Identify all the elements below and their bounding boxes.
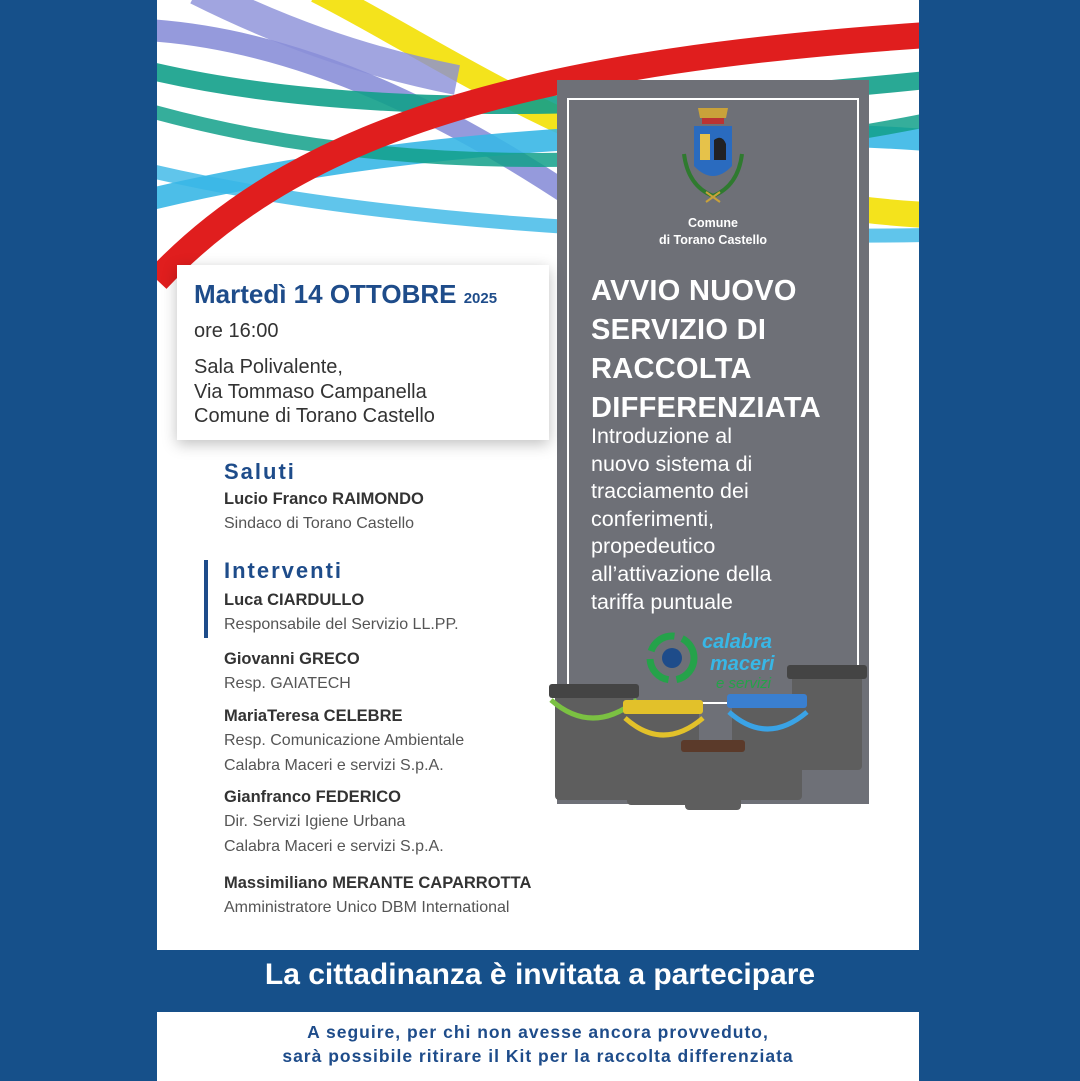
speaker-role: Dir. Servizi Igiene Urbana: [224, 813, 406, 830]
panel-title: [591, 272, 821, 428]
event-date: [194, 279, 497, 310]
footer-line: sarà possibile ritirare il Kit per la raccolta differenziata: [282, 1046, 794, 1066]
event-info-box: [177, 265, 549, 440]
logo-line-2: maceri: [710, 653, 775, 675]
subtitle-line: tariffa puntuale: [591, 589, 733, 614]
event-day: Martedì 14 OTTOBRE: [194, 279, 457, 309]
speaker-ciardullo: [224, 588, 624, 637]
speaker-raimondo: [224, 487, 624, 536]
comune-line-1: Comune: [688, 216, 738, 230]
speaker-role: Calabra Maceri e servizi S.p.A.: [224, 757, 444, 774]
saluti-heading: Saluti: [224, 459, 296, 484]
event-time: ore 16:00: [194, 320, 279, 342]
speaker-celebre: [224, 704, 624, 778]
invitation-banner: La cittadinanza è invitata a partecipare: [264, 958, 816, 991]
comune-line-2: di Torano Castello: [658, 233, 768, 247]
venue-line: Comune di Torano Castello: [194, 405, 435, 427]
footer-notice: [157, 1012, 919, 1081]
logo-line-3: e servizi: [716, 675, 772, 692]
venue-line: Via Tommaso Campanella: [194, 380, 427, 403]
speaker-federico: [224, 785, 624, 859]
subtitle-line: nuovo sistema di: [591, 451, 753, 476]
speaker-role: Resp. Comunicazione Ambientale: [224, 732, 465, 749]
speaker-role: Amministratore Unico DBM International: [224, 899, 510, 916]
municipal-crest-icon: [670, 104, 756, 214]
speaker-greco: [224, 647, 624, 696]
subtitle-line: all’attivazione della: [591, 561, 772, 586]
interventi-heading: Interventi: [224, 558, 344, 583]
speaker-role: Resp. GAIATECH: [224, 675, 351, 692]
event-year: 2025: [463, 290, 498, 307]
title-line: DIFFERENZIATA: [591, 392, 821, 424]
poster-card: [157, 0, 919, 950]
speaker-name: Giovanni GRECO: [224, 650, 360, 668]
title-line: AVVIO NUOVO: [591, 275, 797, 307]
venue-line: Sala Polivalente,: [194, 356, 343, 378]
subtitle-line: propedeutico: [591, 534, 716, 559]
speaker-role: Sindaco di Torano Castello: [224, 515, 415, 532]
section-accent-bar: [204, 560, 208, 638]
logo-line-1: calabra: [702, 631, 773, 653]
event-venue: [194, 355, 435, 429]
title-line: SERVIZIO DI: [591, 314, 767, 346]
speaker-merante-caparrotta: [224, 871, 624, 920]
speaker-name: Gianfranco FEDERICO: [224, 788, 401, 806]
speaker-role: Calabra Maceri e servizi S.p.A.: [224, 838, 444, 855]
speaker-name: Massimiliano MERANTE CAPARROTTA: [224, 874, 532, 892]
subtitle-line: tracciamento dei: [591, 479, 749, 504]
subtitle-line: conferimenti,: [591, 506, 715, 531]
speaker-name: Lucio Franco RAIMONDO: [224, 490, 424, 508]
speaker-name: MariaTeresa CELEBRE: [224, 707, 403, 725]
speaker-name: Luca CIARDULLO: [224, 591, 365, 609]
footer-line: A seguire, per chi non avesse ancora provveduto,: [307, 1022, 769, 1042]
speaker-role: Responsabile del Servizio LL.PP.: [224, 616, 459, 633]
title-line: RACCOLTA: [591, 353, 752, 385]
subtitle-line: Introduzione al: [591, 424, 733, 448]
